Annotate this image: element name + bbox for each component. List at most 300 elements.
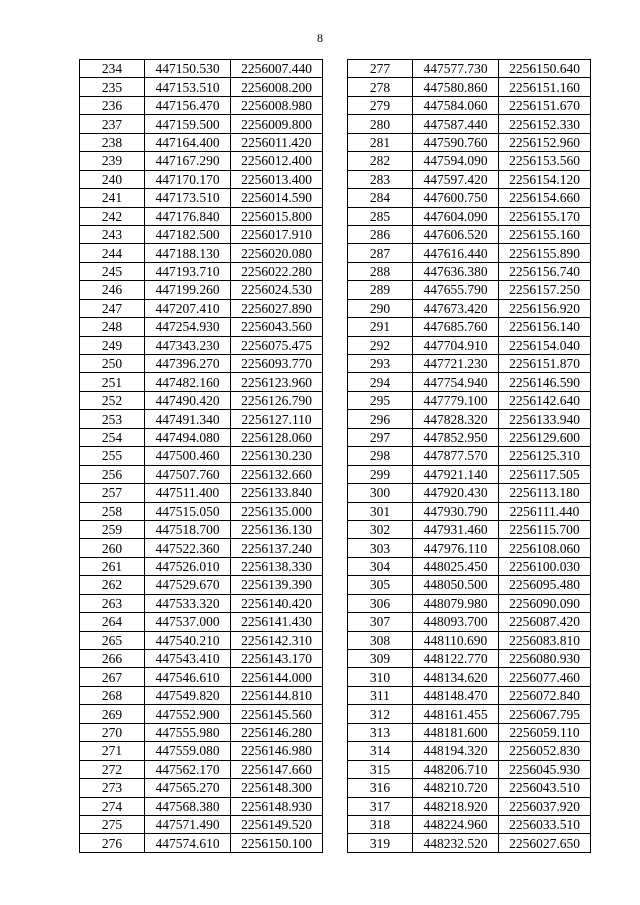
table-row — [80, 557, 323, 575]
y-coordinate-cell: 2256015.800 — [231, 207, 323, 225]
y-coordinate-cell: 2256141.430 — [231, 613, 323, 631]
x-coordinate-cell: 447522.360 — [145, 539, 231, 557]
y-coordinate-cell: 2256027.650 — [499, 834, 591, 852]
y-coordinate-cell: 2256142.310 — [231, 631, 323, 649]
table-row — [348, 78, 591, 96]
point-number-cell: 257 — [80, 484, 145, 502]
table-row — [80, 815, 323, 833]
y-coordinate-cell: 2256093.770 — [231, 355, 323, 373]
table-row — [80, 779, 323, 797]
table-row — [348, 299, 591, 317]
y-coordinate-cell: 2256129.600 — [499, 428, 591, 446]
point-number-cell: 254 — [80, 428, 145, 446]
point-number-cell: 266 — [80, 650, 145, 668]
table-row — [348, 613, 591, 631]
y-coordinate-cell: 2256080.930 — [499, 650, 591, 668]
table-row — [348, 225, 591, 243]
x-coordinate-cell: 447494.080 — [145, 428, 231, 446]
table-row — [348, 428, 591, 446]
y-coordinate-cell: 2256014.590 — [231, 189, 323, 207]
x-coordinate-cell: 447606.520 — [413, 225, 499, 243]
x-coordinate-cell: 447571.490 — [145, 815, 231, 833]
y-coordinate-cell: 2256108.060 — [499, 539, 591, 557]
x-coordinate-cell: 447721.230 — [413, 355, 499, 373]
x-coordinate-cell: 447580.860 — [413, 78, 499, 96]
table-row — [80, 355, 323, 373]
point-number-cell: 255 — [80, 447, 145, 465]
y-coordinate-cell: 2256140.420 — [231, 594, 323, 612]
y-coordinate-cell: 2256013.400 — [231, 170, 323, 188]
x-coordinate-cell: 447546.610 — [145, 668, 231, 686]
y-coordinate-cell: 2256123.960 — [231, 373, 323, 391]
x-coordinate-cell: 447491.340 — [145, 410, 231, 428]
y-coordinate-cell: 2256128.060 — [231, 428, 323, 446]
point-number-cell: 309 — [348, 650, 413, 668]
point-number-cell: 249 — [80, 336, 145, 354]
table-row — [80, 207, 323, 225]
point-number-cell: 259 — [80, 520, 145, 538]
point-number-cell: 310 — [348, 668, 413, 686]
point-number-cell: 293 — [348, 355, 413, 373]
x-coordinate-cell: 447673.420 — [413, 299, 499, 317]
point-number-cell: 265 — [80, 631, 145, 649]
y-coordinate-cell: 2256090.090 — [499, 594, 591, 612]
x-coordinate-cell: 447577.730 — [413, 60, 499, 78]
table-row — [348, 336, 591, 354]
y-coordinate-cell: 2256024.530 — [231, 281, 323, 299]
x-coordinate-cell: 447500.460 — [145, 447, 231, 465]
y-coordinate-cell: 2256111.440 — [499, 502, 591, 520]
table-row — [348, 779, 591, 797]
x-coordinate-cell: 448148.470 — [413, 686, 499, 704]
table-row — [80, 723, 323, 741]
point-number-cell: 303 — [348, 539, 413, 557]
point-number-cell: 298 — [348, 447, 413, 465]
point-number-cell: 319 — [348, 834, 413, 852]
table-row — [348, 668, 591, 686]
x-coordinate-cell: 447540.210 — [145, 631, 231, 649]
y-coordinate-cell: 2256157.250 — [499, 281, 591, 299]
y-coordinate-cell: 2256012.400 — [231, 152, 323, 170]
point-number-cell: 311 — [348, 686, 413, 704]
table-row — [80, 391, 323, 409]
point-number-cell: 296 — [348, 410, 413, 428]
x-coordinate-cell: 447537.000 — [145, 613, 231, 631]
y-coordinate-cell: 2256142.640 — [499, 391, 591, 409]
y-coordinate-cell: 2256009.800 — [231, 115, 323, 133]
y-coordinate-cell: 2256154.660 — [499, 189, 591, 207]
table-row — [80, 742, 323, 760]
coordinates-table-left — [79, 59, 323, 853]
x-coordinate-cell: 447920.430 — [413, 484, 499, 502]
point-number-cell: 297 — [348, 428, 413, 446]
table-row — [348, 705, 591, 723]
x-coordinate-cell: 447685.760 — [413, 318, 499, 336]
table-row — [348, 170, 591, 188]
table-row — [348, 96, 591, 114]
point-number-cell: 256 — [80, 465, 145, 483]
x-coordinate-cell: 448218.920 — [413, 797, 499, 815]
x-coordinate-cell: 447182.500 — [145, 225, 231, 243]
point-number-cell: 278 — [348, 78, 413, 96]
x-coordinate-cell: 447511.400 — [145, 484, 231, 502]
y-coordinate-cell: 2256043.510 — [499, 779, 591, 797]
x-coordinate-cell: 447188.130 — [145, 244, 231, 262]
point-number-cell: 268 — [80, 686, 145, 704]
point-number-cell: 273 — [80, 779, 145, 797]
table-row — [348, 262, 591, 280]
table-row — [80, 447, 323, 465]
x-coordinate-cell: 447636.380 — [413, 262, 499, 280]
point-number-cell: 282 — [348, 152, 413, 170]
x-coordinate-cell: 447343.230 — [145, 336, 231, 354]
table-row — [348, 391, 591, 409]
point-number-cell: 286 — [348, 225, 413, 243]
y-coordinate-cell: 2256145.560 — [231, 705, 323, 723]
table-row — [80, 115, 323, 133]
point-number-cell: 315 — [348, 760, 413, 778]
table-row — [348, 60, 591, 78]
x-coordinate-cell: 447559.080 — [145, 742, 231, 760]
point-number-cell: 307 — [348, 613, 413, 631]
y-coordinate-cell: 2256113.180 — [499, 484, 591, 502]
table-row — [348, 576, 591, 594]
point-number-cell: 304 — [348, 557, 413, 575]
point-number-cell: 252 — [80, 391, 145, 409]
point-number-cell: 258 — [80, 502, 145, 520]
x-coordinate-cell: 447549.820 — [145, 686, 231, 704]
point-number-cell: 267 — [80, 668, 145, 686]
x-coordinate-cell: 447930.790 — [413, 502, 499, 520]
table-row — [348, 152, 591, 170]
y-coordinate-cell: 2256022.280 — [231, 262, 323, 280]
y-coordinate-cell: 2256075.475 — [231, 336, 323, 354]
y-coordinate-cell: 2256117.505 — [499, 465, 591, 483]
point-number-cell: 251 — [80, 373, 145, 391]
y-coordinate-cell: 2256146.980 — [231, 742, 323, 760]
table-row — [348, 281, 591, 299]
point-number-cell: 288 — [348, 262, 413, 280]
x-coordinate-cell: 448134.620 — [413, 668, 499, 686]
x-coordinate-cell: 447976.110 — [413, 539, 499, 557]
table-row — [348, 484, 591, 502]
y-coordinate-cell: 2256083.810 — [499, 631, 591, 649]
y-coordinate-cell: 2256052.830 — [499, 742, 591, 760]
y-coordinate-cell: 2256155.890 — [499, 244, 591, 262]
table-row — [80, 705, 323, 723]
x-coordinate-cell: 447254.930 — [145, 318, 231, 336]
table-row — [80, 60, 323, 78]
x-coordinate-cell: 447526.010 — [145, 557, 231, 575]
point-number-cell: 240 — [80, 170, 145, 188]
table-row — [80, 262, 323, 280]
x-coordinate-cell: 447159.500 — [145, 115, 231, 133]
x-coordinate-cell: 448224.960 — [413, 815, 499, 833]
y-coordinate-cell: 2256156.920 — [499, 299, 591, 317]
point-number-cell: 234 — [80, 60, 145, 78]
table-row — [80, 225, 323, 243]
table-row — [348, 318, 591, 336]
x-coordinate-cell: 447574.610 — [145, 834, 231, 852]
point-number-cell: 262 — [80, 576, 145, 594]
point-number-cell: 276 — [80, 834, 145, 852]
x-coordinate-cell: 447207.410 — [145, 299, 231, 317]
table-row — [80, 686, 323, 704]
x-coordinate-cell: 447655.790 — [413, 281, 499, 299]
table-row — [80, 152, 323, 170]
y-coordinate-cell: 2256151.670 — [499, 96, 591, 114]
table-row — [348, 686, 591, 704]
table-row — [80, 189, 323, 207]
y-coordinate-cell: 2256130.230 — [231, 447, 323, 465]
x-coordinate-cell: 447552.900 — [145, 705, 231, 723]
table-row — [348, 815, 591, 833]
x-coordinate-cell: 447779.100 — [413, 391, 499, 409]
table-row — [80, 834, 323, 852]
table-row — [348, 650, 591, 668]
x-coordinate-cell: 447507.760 — [145, 465, 231, 483]
x-coordinate-cell: 447173.510 — [145, 189, 231, 207]
point-number-cell: 291 — [348, 318, 413, 336]
x-coordinate-cell: 447150.530 — [145, 60, 231, 78]
y-coordinate-cell: 2256154.120 — [499, 170, 591, 188]
x-coordinate-cell: 448050.500 — [413, 576, 499, 594]
table-row — [348, 760, 591, 778]
x-coordinate-cell: 448206.710 — [413, 760, 499, 778]
point-number-cell: 301 — [348, 502, 413, 520]
x-coordinate-cell: 448210.720 — [413, 779, 499, 797]
y-coordinate-cell: 2256125.310 — [499, 447, 591, 465]
point-number-cell: 316 — [348, 779, 413, 797]
table-row — [348, 594, 591, 612]
table-row — [80, 96, 323, 114]
y-coordinate-cell: 2256011.420 — [231, 133, 323, 151]
table-row — [80, 373, 323, 391]
x-coordinate-cell: 447482.160 — [145, 373, 231, 391]
x-coordinate-cell: 447877.570 — [413, 447, 499, 465]
point-number-cell: 289 — [348, 281, 413, 299]
y-coordinate-cell: 2256020.080 — [231, 244, 323, 262]
point-number-cell: 260 — [80, 539, 145, 557]
y-coordinate-cell: 2256144.000 — [231, 668, 323, 686]
y-coordinate-cell: 2256115.700 — [499, 520, 591, 538]
x-coordinate-cell: 447597.420 — [413, 170, 499, 188]
point-number-cell: 270 — [80, 723, 145, 741]
x-coordinate-cell: 447153.510 — [145, 78, 231, 96]
point-number-cell: 241 — [80, 189, 145, 207]
x-coordinate-cell: 447543.410 — [145, 650, 231, 668]
x-coordinate-cell: 447852.950 — [413, 428, 499, 446]
x-coordinate-cell: 448122.770 — [413, 650, 499, 668]
table-row — [80, 594, 323, 612]
y-coordinate-cell: 2256143.170 — [231, 650, 323, 668]
y-coordinate-cell: 2256151.160 — [499, 78, 591, 96]
y-coordinate-cell: 2256008.200 — [231, 78, 323, 96]
x-coordinate-cell: 447590.760 — [413, 133, 499, 151]
table-row — [80, 520, 323, 538]
x-coordinate-cell: 447199.260 — [145, 281, 231, 299]
y-coordinate-cell: 2256077.460 — [499, 668, 591, 686]
x-coordinate-cell: 447931.460 — [413, 520, 499, 538]
point-number-cell: 264 — [80, 613, 145, 631]
point-number-cell: 277 — [348, 60, 413, 78]
table-row — [348, 355, 591, 373]
x-coordinate-cell: 447594.090 — [413, 152, 499, 170]
x-coordinate-cell: 447156.470 — [145, 96, 231, 114]
point-number-cell: 292 — [348, 336, 413, 354]
point-number-cell: 235 — [80, 78, 145, 96]
y-coordinate-cell: 2256045.930 — [499, 760, 591, 778]
x-coordinate-cell: 447584.060 — [413, 96, 499, 114]
point-number-cell: 244 — [80, 244, 145, 262]
x-coordinate-cell: 447490.420 — [145, 391, 231, 409]
x-coordinate-cell: 447518.700 — [145, 520, 231, 538]
point-number-cell: 237 — [80, 115, 145, 133]
point-number-cell: 238 — [80, 133, 145, 151]
point-number-cell: 317 — [348, 797, 413, 815]
x-coordinate-cell: 447170.170 — [145, 170, 231, 188]
point-number-cell: 302 — [348, 520, 413, 538]
x-coordinate-cell: 448194.320 — [413, 742, 499, 760]
y-coordinate-cell: 2256027.890 — [231, 299, 323, 317]
table-row — [80, 650, 323, 668]
y-coordinate-cell: 2256148.930 — [231, 797, 323, 815]
point-number-cell: 279 — [348, 96, 413, 114]
table-row — [348, 797, 591, 815]
y-coordinate-cell: 2256072.840 — [499, 686, 591, 704]
table-row — [80, 410, 323, 428]
x-coordinate-cell: 447167.290 — [145, 152, 231, 170]
point-number-cell: 236 — [80, 96, 145, 114]
y-coordinate-cell: 2256059.110 — [499, 723, 591, 741]
y-coordinate-cell: 2256153.560 — [499, 152, 591, 170]
y-coordinate-cell: 2256133.940 — [499, 410, 591, 428]
point-number-cell: 239 — [80, 152, 145, 170]
table-row — [80, 797, 323, 815]
table-row — [348, 557, 591, 575]
x-coordinate-cell: 447529.670 — [145, 576, 231, 594]
point-number-cell: 280 — [348, 115, 413, 133]
x-coordinate-cell: 447587.440 — [413, 115, 499, 133]
x-coordinate-cell: 447921.140 — [413, 465, 499, 483]
point-number-cell: 281 — [348, 133, 413, 151]
table-row — [80, 299, 323, 317]
table-row — [348, 723, 591, 741]
table-row — [80, 244, 323, 262]
table-row — [348, 539, 591, 557]
point-number-cell: 246 — [80, 281, 145, 299]
y-coordinate-cell: 2256136.130 — [231, 520, 323, 538]
table-row — [348, 631, 591, 649]
y-coordinate-cell: 2256043.560 — [231, 318, 323, 336]
table-row — [80, 631, 323, 649]
y-coordinate-cell: 2256152.960 — [499, 133, 591, 151]
point-number-cell: 308 — [348, 631, 413, 649]
y-coordinate-cell: 2256100.030 — [499, 557, 591, 575]
y-coordinate-cell: 2256146.590 — [499, 373, 591, 391]
y-coordinate-cell: 2256146.280 — [231, 723, 323, 741]
point-number-cell: 285 — [348, 207, 413, 225]
table-row — [80, 668, 323, 686]
point-number-cell: 275 — [80, 815, 145, 833]
table-row — [348, 742, 591, 760]
x-coordinate-cell: 447828.320 — [413, 410, 499, 428]
table-row — [80, 502, 323, 520]
x-coordinate-cell: 447176.840 — [145, 207, 231, 225]
table-row — [348, 207, 591, 225]
y-coordinate-cell: 2256067.795 — [499, 705, 591, 723]
y-coordinate-cell: 2256133.840 — [231, 484, 323, 502]
y-coordinate-cell: 2256138.330 — [231, 557, 323, 575]
y-coordinate-cell: 2256155.160 — [499, 225, 591, 243]
point-number-cell: 305 — [348, 576, 413, 594]
y-coordinate-cell: 2256155.170 — [499, 207, 591, 225]
x-coordinate-cell: 447565.270 — [145, 779, 231, 797]
table-row — [348, 133, 591, 151]
x-coordinate-cell: 448110.690 — [413, 631, 499, 649]
table-row — [348, 834, 591, 852]
x-coordinate-cell: 447562.170 — [145, 760, 231, 778]
table-row — [348, 502, 591, 520]
x-coordinate-cell: 447600.750 — [413, 189, 499, 207]
x-coordinate-cell: 448093.700 — [413, 613, 499, 631]
point-number-cell: 306 — [348, 594, 413, 612]
table-row — [80, 484, 323, 502]
point-number-cell: 299 — [348, 465, 413, 483]
table-row — [80, 78, 323, 96]
y-coordinate-cell: 2256095.480 — [499, 576, 591, 594]
table-row — [80, 133, 323, 151]
table-row — [348, 115, 591, 133]
y-coordinate-cell: 2256037.920 — [499, 797, 591, 815]
table-row — [348, 410, 591, 428]
y-coordinate-cell: 2256149.520 — [231, 815, 323, 833]
y-coordinate-cell: 2256156.740 — [499, 262, 591, 280]
table-row — [80, 170, 323, 188]
coordinates-table-right — [347, 59, 591, 853]
point-number-cell: 284 — [348, 189, 413, 207]
y-coordinate-cell: 2256007.440 — [231, 60, 323, 78]
page-number: 8 — [317, 31, 323, 45]
x-coordinate-cell: 447396.270 — [145, 355, 231, 373]
y-coordinate-cell: 2256008.980 — [231, 96, 323, 114]
table-row — [80, 760, 323, 778]
y-coordinate-cell: 2256127.110 — [231, 410, 323, 428]
y-coordinate-cell: 2256151.870 — [499, 355, 591, 373]
table-row — [80, 336, 323, 354]
table-row — [348, 244, 591, 262]
x-coordinate-cell: 447533.320 — [145, 594, 231, 612]
point-number-cell: 248 — [80, 318, 145, 336]
x-coordinate-cell: 447515.050 — [145, 502, 231, 520]
point-number-cell: 290 — [348, 299, 413, 317]
point-number-cell: 245 — [80, 262, 145, 280]
x-coordinate-cell: 447164.400 — [145, 133, 231, 151]
y-coordinate-cell: 2256139.390 — [231, 576, 323, 594]
point-number-cell: 300 — [348, 484, 413, 502]
y-coordinate-cell: 2256150.100 — [231, 834, 323, 852]
table-row — [80, 318, 323, 336]
point-number-cell: 314 — [348, 742, 413, 760]
x-coordinate-cell: 447616.440 — [413, 244, 499, 262]
y-coordinate-cell: 2256017.910 — [231, 225, 323, 243]
y-coordinate-cell: 2256148.300 — [231, 779, 323, 797]
point-number-cell: 261 — [80, 557, 145, 575]
y-coordinate-cell: 2256135.000 — [231, 502, 323, 520]
x-coordinate-cell: 447704.910 — [413, 336, 499, 354]
y-coordinate-cell: 2256137.240 — [231, 539, 323, 557]
point-number-cell: 294 — [348, 373, 413, 391]
